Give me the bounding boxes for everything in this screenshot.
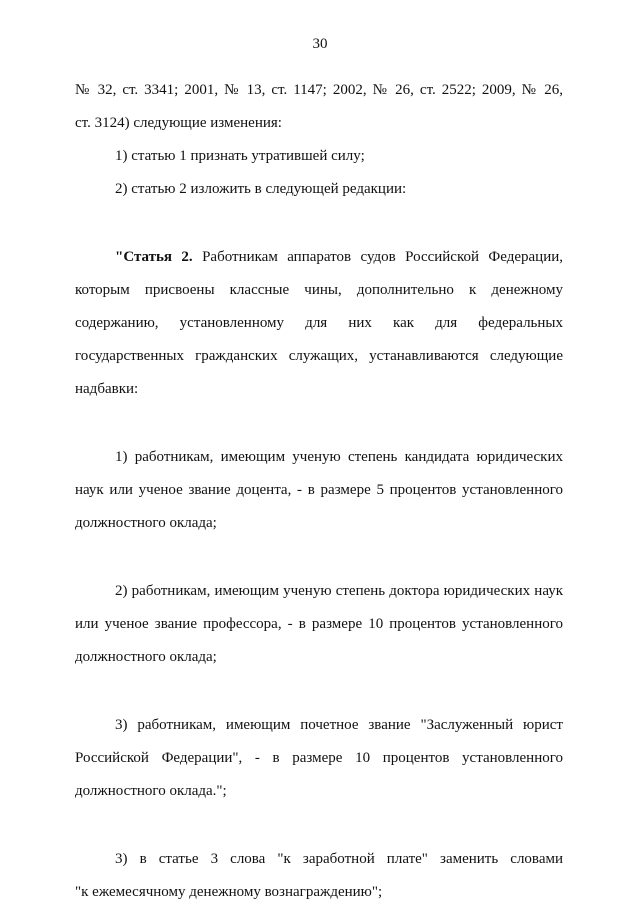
text-line: ст. 3124) следующие изменения:	[75, 115, 282, 131]
text-line: должностного оклада;	[75, 515, 217, 531]
paragraph-item-3	[75, 843, 563, 909]
text-line: 2) работникам, имеющим ученую степень доктора юридических наук	[115, 583, 563, 599]
text-line: или ученое звание профессора, - в размере 10 процентов установленного	[75, 616, 563, 632]
text-line: наук или ученое звание доцента, - в размере 5 процентов установленного	[75, 482, 563, 498]
paragraph-amendments-intro	[75, 74, 563, 140]
text-line: государственных гражданских служащих, устанавливаются следующие	[75, 348, 563, 364]
paragraph-item-1	[75, 140, 563, 173]
text-line: 3) работникам, имеющим почетное звание "Заслуженный юрист	[115, 717, 563, 733]
text-line	[75, 241, 563, 274]
text-line: 1) работникам, имеющим ученую степень кандидата юридических	[115, 449, 563, 465]
text-fragment: Работникам аппаратов судов Российской Федерации,	[202, 249, 563, 265]
text-line: 2) статью 2 изложить в следующей редакции:	[115, 181, 407, 197]
paragraph-article-2	[75, 241, 563, 406]
paragraph-gap	[75, 808, 563, 843]
document-body	[75, 74, 563, 909]
text-line: которым присвоены классные чины, дополнительно к денежному	[75, 282, 563, 298]
text-line: 3) в статье 3 слова "к заработной плате" заменить словами	[115, 851, 563, 867]
page-number: 30	[312, 36, 328, 52]
text-line: № 32, ст. 3341; 2001, № 13, ст. 1147; 2002, № 26, ст. 2522; 2009, № 26,	[75, 82, 563, 98]
paragraph-gap	[75, 674, 563, 709]
paragraph-subitem-2	[75, 575, 563, 674]
paragraph-item-2	[75, 173, 563, 206]
paragraph-gap	[75, 406, 563, 441]
article-heading: "Статья 2.	[115, 249, 193, 265]
paragraph-subitem-1	[75, 441, 563, 540]
paragraph-subitem-3	[75, 709, 563, 808]
text-line: 1) статью 1 признать утратившей силу;	[115, 148, 365, 164]
text-line: Российской Федерации", - в размере 10 процентов установленного	[75, 750, 563, 766]
paragraph-gap	[75, 540, 563, 575]
text-line: должностного оклада.";	[75, 783, 227, 799]
text-line: содержанию, установленному для них как для федеральных	[75, 315, 563, 331]
text-line: "к ежемесячному денежному вознаграждению";	[75, 884, 383, 900]
text-line: надбавки:	[75, 381, 139, 397]
text-line: должностного оклада;	[75, 649, 217, 665]
paragraph-gap	[75, 206, 563, 241]
